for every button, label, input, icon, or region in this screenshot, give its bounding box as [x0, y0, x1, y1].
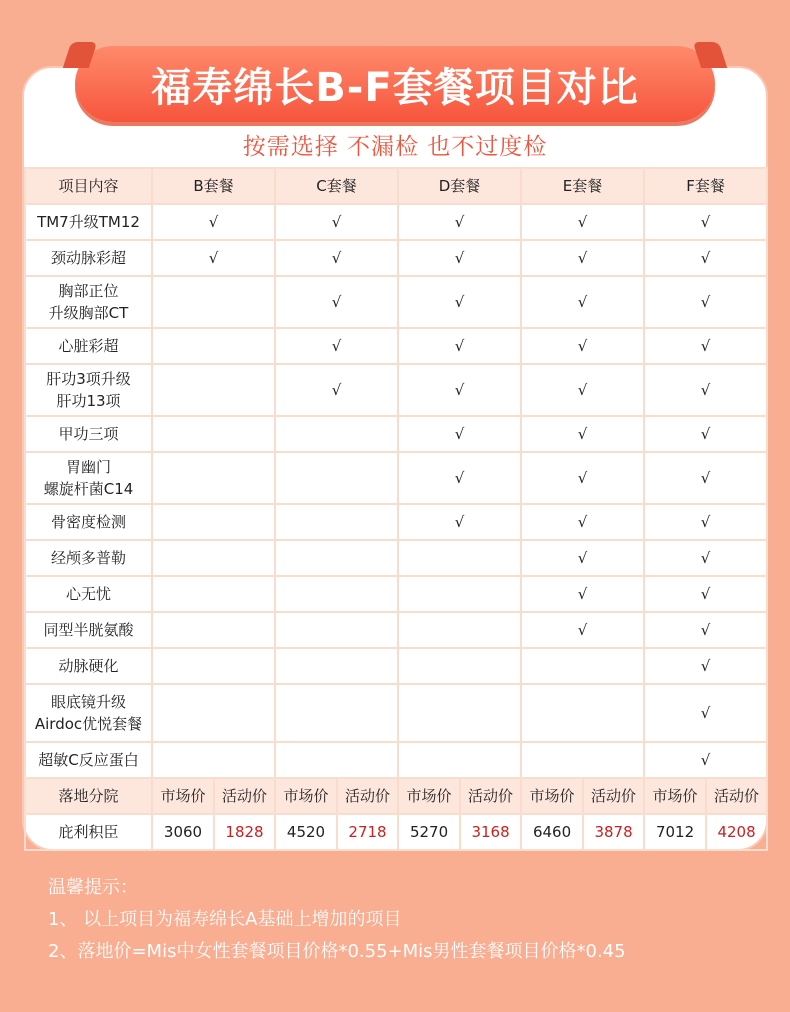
- item-name-cell: [25, 504, 152, 540]
- table-body: [25, 204, 767, 850]
- note-line: 2、落地价=Mis中女性套餐项目价格*0.55+Mis男性套餐项目价格*0.45: [48, 941, 626, 962]
- check-mark-cell: √: [644, 540, 767, 576]
- item-name-cell: [25, 540, 152, 576]
- check-mark-cell: √: [521, 504, 644, 540]
- check-mark-cell: [275, 452, 398, 504]
- check-mark-cell: [275, 684, 398, 742]
- check-mark-cell: [521, 742, 644, 778]
- check-mark-cell: [152, 364, 275, 416]
- table-header-row: [25, 168, 767, 204]
- check-mark-cell: √: [398, 328, 521, 364]
- check-mark-cell: [275, 416, 398, 452]
- market-price: 6460: [521, 814, 583, 850]
- check-mark-cell: √: [521, 540, 644, 576]
- check-mark-cell: [152, 612, 275, 648]
- table-row: [25, 684, 767, 742]
- check-mark-cell: √: [644, 416, 767, 452]
- market-price: 7012: [644, 814, 706, 850]
- market-price-header: 市场价: [521, 778, 583, 814]
- item-name-line: 超敏C反应蛋白: [38, 751, 139, 769]
- item-column-header: 项目内容: [25, 168, 152, 204]
- check-mark-cell: √: [275, 240, 398, 276]
- promo-price-header: 活动价: [706, 778, 767, 814]
- item-name-line: 肝功3项升级: [46, 370, 131, 388]
- check-mark-cell: √: [275, 276, 398, 328]
- promo-price-header: 活动价: [460, 778, 521, 814]
- branch-name: 庇利积臣: [25, 814, 152, 850]
- item-name-line: TM7升级TM12: [37, 213, 140, 231]
- check-mark-cell: [521, 648, 644, 684]
- title-banner: [75, 46, 715, 122]
- item-name-line: 眼底镜升级: [50, 693, 126, 711]
- check-mark-cell: √: [521, 204, 644, 240]
- check-mark-cell: √: [644, 684, 767, 742]
- check-mark-cell: [398, 576, 521, 612]
- market-price-header: 市场价: [152, 778, 214, 814]
- check-mark-cell: √: [398, 504, 521, 540]
- check-mark-cell: [152, 540, 275, 576]
- promo-price-header: 活动价: [214, 778, 275, 814]
- check-mark-cell: √: [398, 416, 521, 452]
- check-mark-cell: √: [644, 742, 767, 778]
- page-title: 福寿绵长B-F套餐项目对比: [151, 64, 639, 111]
- check-mark-cell: [275, 576, 398, 612]
- check-mark-cell: [152, 416, 275, 452]
- market-price: 5270: [398, 814, 460, 850]
- note-line: 1、 以上项目为福寿绵长A基础上增加的项目: [48, 909, 402, 930]
- check-mark-cell: √: [521, 328, 644, 364]
- check-mark-cell: √: [275, 364, 398, 416]
- check-mark-cell: [152, 648, 275, 684]
- check-mark-cell: √: [398, 364, 521, 416]
- table-row: [25, 612, 767, 648]
- item-name-cell: [25, 742, 152, 778]
- check-mark-cell: √: [644, 204, 767, 240]
- check-mark-cell: √: [521, 276, 644, 328]
- table-row: [25, 576, 767, 612]
- item-name-line: 升级胸部CT: [48, 304, 129, 322]
- check-mark-cell: [398, 684, 521, 742]
- table-row: [25, 416, 767, 452]
- table-row: [25, 204, 767, 240]
- check-mark-cell: √: [152, 204, 275, 240]
- item-name-cell: [25, 648, 152, 684]
- check-mark-cell: [152, 504, 275, 540]
- market-price-header: 市场价: [398, 778, 460, 814]
- price-row: [25, 814, 767, 850]
- check-mark-cell: [152, 452, 275, 504]
- market-price-header: 市场价: [275, 778, 337, 814]
- table-row: [25, 328, 767, 364]
- item-name-line: 胃幽门: [65, 458, 111, 476]
- table-row: [25, 540, 767, 576]
- promo-price-header: 活动价: [337, 778, 398, 814]
- item-name-cell: [25, 576, 152, 612]
- table-row: [25, 240, 767, 276]
- item-name-line: Airdoc优悦套餐: [34, 715, 143, 733]
- notes-title: 温馨提示：: [48, 877, 138, 898]
- item-name-line: 动脉硬化: [58, 657, 119, 675]
- promo-price-header: 活动价: [583, 778, 644, 814]
- check-mark-cell: [521, 684, 644, 742]
- item-name-line: 骨密度检测: [50, 513, 126, 531]
- promo-price: 1828: [214, 814, 275, 850]
- promo-price: 3878: [583, 814, 644, 850]
- check-mark-cell: [398, 648, 521, 684]
- check-mark-cell: √: [644, 276, 767, 328]
- branch-header: 落地分院: [25, 778, 152, 814]
- check-mark-cell: √: [152, 240, 275, 276]
- check-mark-cell: [275, 504, 398, 540]
- item-name-cell: [25, 684, 152, 742]
- item-name-cell: [25, 328, 152, 364]
- check-mark-cell: √: [398, 204, 521, 240]
- promo-price: 2718: [337, 814, 398, 850]
- check-mark-cell: √: [644, 240, 767, 276]
- market-price: 3060: [152, 814, 214, 850]
- check-mark-cell: √: [398, 452, 521, 504]
- item-name-line: 肝功13项: [56, 392, 121, 410]
- market-price-header: 市场价: [644, 778, 706, 814]
- check-mark-cell: √: [644, 452, 767, 504]
- table-row: [25, 452, 767, 504]
- comparison-table: [24, 167, 768, 851]
- package-header: D套餐: [398, 168, 521, 204]
- item-name-line: 胸部正位: [58, 282, 119, 300]
- item-name-cell: [25, 452, 152, 504]
- item-name-cell: [25, 276, 152, 328]
- item-name-cell: [25, 364, 152, 416]
- check-mark-cell: √: [521, 240, 644, 276]
- market-price: 4520: [275, 814, 337, 850]
- price-header-row: [25, 778, 767, 814]
- check-mark-cell: √: [521, 364, 644, 416]
- item-name-cell: [25, 204, 152, 240]
- check-mark-cell: [152, 276, 275, 328]
- item-name-line: 心脏彩超: [58, 337, 119, 355]
- check-mark-cell: [275, 540, 398, 576]
- promo-price: 3168: [460, 814, 521, 850]
- check-mark-cell: √: [275, 328, 398, 364]
- check-mark-cell: √: [275, 204, 398, 240]
- check-mark-cell: √: [398, 276, 521, 328]
- item-name-line: 心无忧: [65, 585, 111, 603]
- table-row: [25, 742, 767, 778]
- check-mark-cell: [152, 684, 275, 742]
- table-row: [25, 648, 767, 684]
- item-name-line: 甲功三项: [58, 425, 119, 443]
- package-header: B套餐: [152, 168, 275, 204]
- table-row: [25, 364, 767, 416]
- check-mark-cell: √: [644, 612, 767, 648]
- check-mark-cell: [398, 540, 521, 576]
- check-mark-cell: [152, 742, 275, 778]
- check-mark-cell: [275, 648, 398, 684]
- notes-section: [48, 872, 626, 968]
- banner-tab-left: [63, 42, 97, 68]
- check-mark-cell: √: [521, 452, 644, 504]
- item-name-line: 颈动脉彩超: [50, 249, 126, 267]
- promo-price: 4208: [706, 814, 767, 850]
- item-name-line: 螺旋杆菌C14: [43, 480, 134, 498]
- package-header: E套餐: [521, 168, 644, 204]
- check-mark-cell: [398, 612, 521, 648]
- item-name-line: 同型半胱氨酸: [43, 621, 134, 639]
- package-header: C套餐: [275, 168, 398, 204]
- check-mark-cell: √: [521, 576, 644, 612]
- check-mark-cell: [275, 612, 398, 648]
- banner-tab-right: [693, 42, 727, 68]
- page-subtitle: 按需选择 不漏检 也不过度检: [242, 134, 548, 160]
- check-mark-cell: [398, 742, 521, 778]
- item-name-cell: [25, 612, 152, 648]
- check-mark-cell: √: [644, 328, 767, 364]
- item-name-cell: [25, 416, 152, 452]
- check-mark-cell: [152, 328, 275, 364]
- check-mark-cell: √: [644, 504, 767, 540]
- check-mark-cell: √: [644, 576, 767, 612]
- check-mark-cell: [275, 742, 398, 778]
- item-name-cell: [25, 240, 152, 276]
- check-mark-cell: √: [398, 240, 521, 276]
- check-mark-cell: √: [521, 416, 644, 452]
- check-mark-cell: √: [644, 648, 767, 684]
- check-mark-cell: [152, 576, 275, 612]
- check-mark-cell: √: [644, 364, 767, 416]
- check-mark-cell: √: [521, 612, 644, 648]
- item-name-line: 经颅多普勒: [50, 549, 126, 567]
- table-row: [25, 504, 767, 540]
- table-row: [25, 276, 767, 328]
- package-header: F套餐: [644, 168, 767, 204]
